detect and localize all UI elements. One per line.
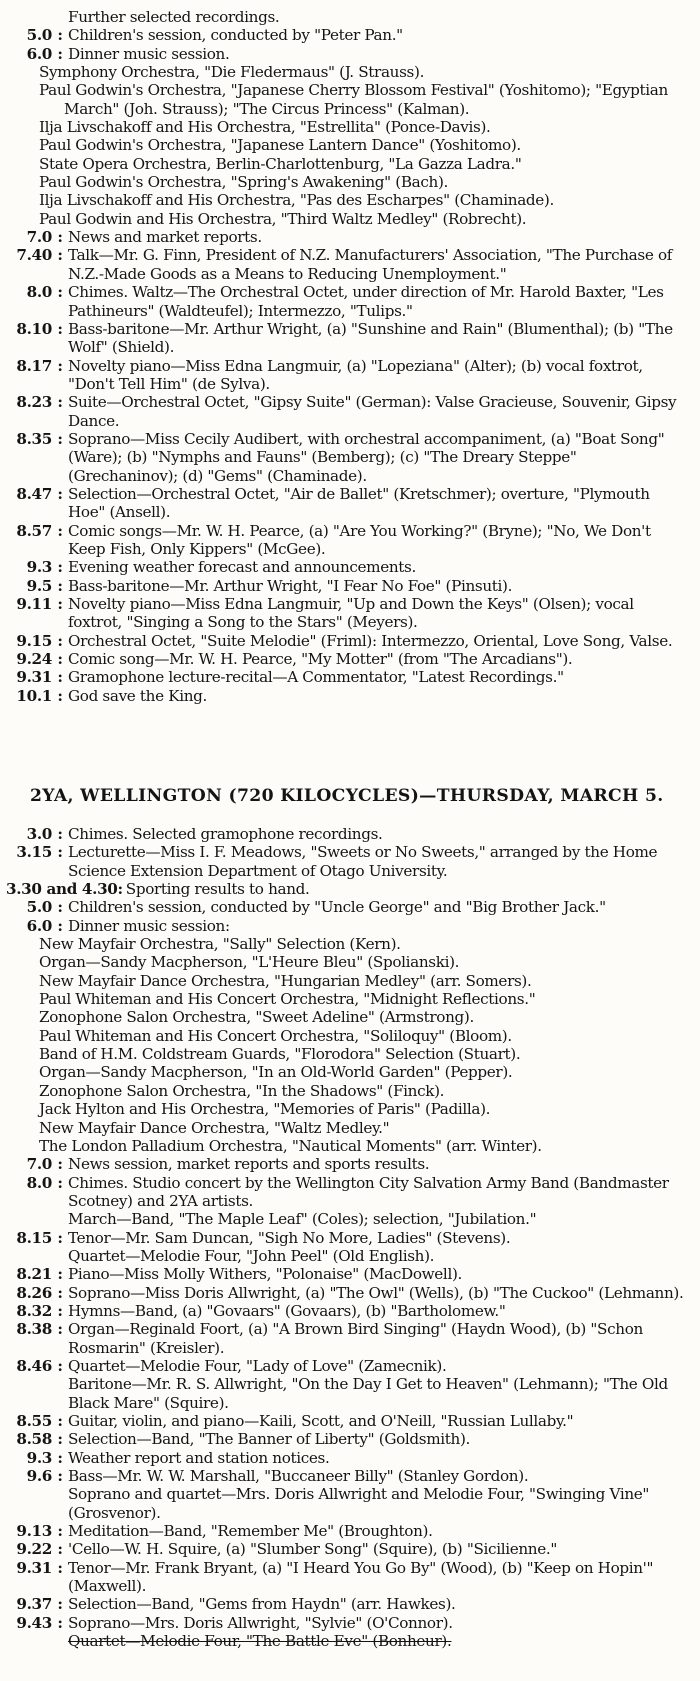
entry-time: 8.55 [16,1412,52,1430]
entry-continuation: Quartet—Melodie Four, "The Battle Eve" (Bonheur). [68,1632,452,1651]
entry-text: Guitar, violin, and piano—Kaili, Scott, and O'Neill, "Russian Lullaby." [68,1412,574,1430]
entry-time: 7.40 [16,246,52,265]
entry-time: 7.0 [26,1155,52,1174]
program-entry [6,825,686,843]
entry-text: Meditation—Band, "Remember Me" (Broughton). [68,1522,433,1541]
dinner-music-item: Paul Godwin's Orchestra, "Japanese Lantern Dance" (Yoshitomo). [39,136,521,155]
entry-text: Lecturette—Miss I. F. Meadows, "Sweets or No Sweets," arranged by the Home Science Extension Department of Otago University. [68,843,658,880]
entry-text: Selection—Orchestral Octet, "Air de Ballet" (Kretschmer); overture, "Plymouth Hoe" (Ansell). [68,484,650,522]
entry-text: Quartet—Melodie Four, "Lady of Love" (Zamecnik). [68,1356,447,1375]
dinner-music-item: Organ—Sandy Macpherson, "In an Old-World Garden" (Pepper). [39,1063,513,1082]
entry-continuation: Baritone—Mr. R. S. Allwright, "On the Day I Get to Heaven" (Lehmann); "The Old Black Mare" (Squire). [68,1375,668,1412]
program-entry [6,246,686,283]
entry-text: Organ—Reginald Foort, (a) "A Brown Bird Singing" (Haydn Wood), (b) "Schon Rosmarin" (Kreisler). [68,1320,643,1357]
time-separator: : [57,843,63,862]
time-separator: : [57,1595,63,1614]
dinner-music-item: Ilja Livschakoff and His Orchestra, "Estrellita" (Ponce-Davis). [39,118,491,137]
time-separator: : [57,1613,63,1632]
entry-text: God save the King. [68,686,208,705]
program-entry [6,522,686,559]
entry-text: Chimes. Studio concert by the Wellington City Salvation Army Band (Bandmaster Scotney) and 2YA artists. [68,1173,669,1210]
entry-time: 9.5 [26,576,52,595]
program-entry-special [6,880,686,898]
program-entry [6,1229,686,1247]
entry-time: 8.17 [16,356,52,375]
program-entry [6,577,686,595]
entry-text: Selection—Band, "Gems from Haydn" (arr. Hawkes). [68,1595,456,1614]
time-separator: : [57,558,63,577]
entry-text: Comic songs—Mr. W. H. Pearce, (a) "Are You Working?" (Bryne); "No, We Don't Keep Fish, Only Kippers" (McGee). [68,521,651,558]
dinner-music-item: Jack Hylton and His Orchestra, "Memories of Paris" (Padilla). [39,1100,491,1119]
time-separator: : [57,1155,63,1174]
entry-time: 9.3 [26,1448,52,1467]
entry-time: 9.6 [26,1467,52,1486]
entry-text: Children's session, conducted by "Peter Pan." [68,26,403,45]
entry-time: 8.47 [16,484,52,503]
dinner-music-item: State Opera Orchestra, Berlin-Charlottenburg, "La Gazza Ladra." [39,154,522,173]
entry-continuation: Quartet—Melodie Four, "John Peel" (Old English). [68,1246,435,1265]
entry-time: 5.0 [26,26,52,45]
entry-time: 8.15 [16,1228,52,1247]
entry-time: 8.46 [16,1356,52,1375]
program-entry [6,1412,686,1430]
entry-time: 9.13 [16,1522,52,1541]
entry-time: 7.0 [26,228,52,247]
entry-time: 6.0 [26,44,52,63]
entry-text: Evening weather forecast and announcements. [68,558,416,577]
program-entry [6,45,686,63]
program-entry [6,632,686,650]
time-separator: : [57,650,63,669]
time-separator: : [57,898,63,917]
program-entry [6,1449,686,1467]
entry-time: 8.57 [16,521,52,540]
program-entry [6,1467,686,1485]
entry-text: Orchestral Octet, "Suite Melodie" (Friml): Intermezzo, Oriental, Love Song, Valse. [68,631,673,650]
opening-line: Further selected recordings. [68,8,280,26]
dinner-music-item: Paul Godwin's Orchestra, "Japanese Cherry Blossom Festival" (Yoshitomo); "Egyptian March" (Joh. Strauss); "The Circus Princess" (Kalman). [39,81,668,118]
entry-time: 6.0 [26,916,52,935]
program-entry [6,1559,686,1596]
entry-time: 3.15 [16,843,52,862]
entry-time: 8.35 [16,429,52,448]
time-separator: : [57,393,63,412]
time-separator: : [57,595,63,613]
dinner-music-item: New Mayfair Dance Orchestra, "Hungarian Medley" (arr. Somers). [39,971,532,990]
entry-text: Gramophone lecture-recital—A Commentator, "Latest Recordings." [68,668,564,687]
entry-time: 9.31 [16,1558,52,1577]
entry-text: Bass-baritone—Mr. Arthur Wright, (a) "Sunshine and Rain" (Blumenthal); (b) "The Wolf" (Shield). [68,319,673,357]
program-entry [6,320,686,357]
entry-text: News and market reports. [68,228,262,247]
time-separator: : [57,1430,63,1449]
entry-time: 8.38 [16,1320,52,1339]
program-entry [6,843,686,880]
program-entry [6,393,686,430]
entry-text: Novelty piano—Miss Edna Langmuir, (a) "Lopeziana" (Alter); (b) vocal foxtrot, "Don't Tell Him" (de Sylva). [68,356,643,393]
program-entry [6,1155,686,1173]
time-separator: : [57,668,63,687]
program-entry [6,26,686,44]
entry-time: 9.15 [16,631,52,650]
entry-text: Chimes. Selected gramophone recordings. [68,825,383,843]
dinner-music-item: Paul Whiteman and His Concert Orchestra, "Soliloquy" (Bloom). [39,1026,512,1045]
dinner-music-item: Zonophone Salon Orchestra, "Sweet Adeline" (Armstrong). [39,1008,474,1027]
dinner-music-item: Zonophone Salon Orchestra, "In the Shadows" (Finck). [39,1081,445,1100]
time-separator: : [57,1320,63,1339]
time-separator: : [57,26,63,45]
time-separator: : [57,44,63,63]
entry-text: Soprano—Mrs. Doris Allwright, "Sylvie" (O'Connor). [68,1613,453,1632]
dinner-music-item: Ilja Livschakoff and His Orchestra, "Pas des Escharpes" (Chaminade). [39,191,554,210]
program-entry [6,357,686,394]
entry-time: 3.30 and 4.30: [6,880,123,899]
entry-time: 8.21 [16,1265,52,1284]
program-entry [6,1595,686,1613]
time-separator: : [57,1228,63,1247]
entry-time: 10.1 [16,686,52,705]
entry-text: Novelty piano—Miss Edna Langmuir, "Up and Down the Keys" (Olsen); vocal foxtrot, "Singing a Song to the Stars" (Meyers). [68,595,634,632]
entry-time: 9.31 [16,668,52,687]
program-entry [6,1614,686,1632]
entry-text: Sporting results to hand. [125,880,310,899]
entry-time: 9.24 [16,650,52,669]
time-separator: : [57,1540,63,1559]
program-entry [6,1522,686,1540]
entry-time: 8.10 [16,319,52,338]
entry-text: Tenor—Mr. Frank Bryant, (a) "I Heard You Go By" (Wood), (b) "Keep on Hopin'" (Maxwell). [68,1558,654,1596]
time-separator: : [57,1301,63,1320]
time-separator: : [57,429,63,448]
entry-text: Tenor—Mr. Sam Duncan, "Sigh No More, Ladies" (Stevens). [68,1228,511,1247]
time-separator: : [57,576,63,595]
entry-text: Hymns—Band, (a) "Govaars" (Govaars), (b) "Bartholomew." [68,1301,506,1320]
program-entry [6,283,686,320]
time-separator: : [57,1173,63,1192]
program-entry [6,917,686,935]
time-separator: : [57,825,63,843]
entry-continuation: March—Band, "The Maple Leaf" (Coles); selection, "Jubilation." [68,1210,537,1229]
entry-time: 8.0 [26,283,52,302]
entry-time: 8.26 [16,1283,52,1302]
program-entry [6,1320,686,1357]
time-separator: : [57,686,63,705]
time-separator: : [57,1558,63,1577]
entry-text: Children's session, conducted by "Uncle George" and "Big Brother Jack." [68,898,606,917]
dinner-music-item: Paul Godwin's Orchestra, "Spring's Awakening" (Bach). [39,173,448,192]
time-separator: : [57,1522,63,1541]
entry-text: Bass—Mr. W. W. Marshall, "Buccaneer Billy" (Stanley Gordon). [68,1467,529,1486]
program-entry [6,1540,686,1558]
entry-time: 9.3 [26,558,52,577]
entry-text: 'Cello—W. H. Squire, (a) "Slumber Song" (Squire), (b) "Sicilienne." [68,1540,557,1559]
dinner-music-item: Organ—Sandy Macpherson, "L'Heure Bleu" (Spolianski). [39,953,460,972]
entry-time: 9.37 [16,1595,52,1614]
program-entry [6,1265,686,1283]
entry-text: Selection—Band, "The Banner of Liberty" (Goldsmith). [68,1430,471,1449]
entry-time: 8.0 [26,1173,52,1192]
program-entry [6,1174,686,1211]
dinner-music-item: Paul Godwin and His Orchestra, "Third Waltz Medley" (Robrecht). [39,209,527,228]
program-entry [6,650,686,668]
program-entry [6,485,686,522]
entry-time: 9.43 [16,1613,52,1632]
entry-text: Talk—Mr. G. Finn, President of N.Z. Manufacturers' Association, "The Purchase of N.Z.-Made Goods as a Means to Reducing Unemployment." [68,246,673,283]
time-separator: : [57,484,63,503]
entry-text: Piano—Miss Molly Withers, "Polonaise" (MacDowell). [68,1265,463,1284]
time-separator: : [57,246,63,265]
time-separator: : [57,1448,63,1467]
time-separator: : [57,356,63,375]
program-entry [6,430,686,485]
program-entry [6,1302,686,1320]
time-separator: : [57,1412,63,1430]
time-separator: : [57,631,63,650]
entry-text: Dinner music session: [68,916,230,935]
program-section-1 [6,8,686,705]
time-separator: : [57,521,63,540]
time-separator: : [57,228,63,247]
time-separator: : [57,1283,63,1302]
entry-text: Suite—Orchestral Octet, "Gipsy Suite" (German): Valse Gracieuse, Souvenir, Gipsy Dance. [68,393,677,430]
entry-time: 9.11 [16,595,52,613]
time-separator: : [57,319,63,338]
program-entry [6,898,686,916]
program-entry [6,687,686,705]
entry-text: Weather report and station notices. [68,1448,330,1467]
program-entry [6,668,686,686]
entry-text: Bass-baritone—Mr. Arthur Wright, "I Fear No Foe" (Pinsuti). [68,576,513,595]
entry-time: 5.0 [26,898,52,917]
entry-time: 9.22 [16,1540,52,1559]
time-separator: : [57,916,63,935]
time-separator: : [57,283,63,302]
program-entry [6,558,686,576]
entry-time: 8.23 [16,393,52,412]
entry-continuation: Soprano and quartet—Mrs. Doris Allwright and Melodie Four, "Swinging Vine" (Grosvenor). [68,1485,650,1522]
program-section-2ya [6,825,686,1650]
program-entry [6,595,686,632]
entry-text: Comic song—Mr. W. H. Pearce, "My Motter" (from "The Arcadians"). [68,650,573,669]
dinner-music-item: Paul Whiteman and His Concert Orchestra, "Midnight Reflections." [39,990,536,1009]
program-entry [6,1430,686,1448]
dinner-music-item: Symphony Orchestra, "Die Fledermaus" (J. Strauss). [39,63,425,82]
entry-text: Dinner music session. [68,44,230,63]
dinner-music-item: The London Palladium Orchestra, "Nautical Moments" (arr. Winter). [39,1136,542,1155]
dinner-music-item: Band of H.M. Coldstream Guards, "Florodora" Selection (Stuart). [39,1045,521,1064]
program-entry [6,1284,686,1302]
entry-time: 3.0 [26,825,52,843]
dinner-music-item: New Mayfair Dance Orchestra, "Waltz Medley." [39,1118,390,1137]
station-heading: 2YA, WELLINGTON (720 KILOCYCLES)—THURSDAY, MARCH 5. [30,786,664,806]
entry-text: News session, market reports and sports results. [68,1155,430,1174]
dinner-music-item: New Mayfair Orchestra, "Sally" Selection (Kern). [39,935,401,954]
time-separator: : [57,1265,63,1284]
time-separator: : [57,1356,63,1375]
entry-time: 8.58 [16,1430,52,1449]
entry-time: 8.32 [16,1301,52,1320]
program-entry [6,1357,686,1375]
time-separator: : [57,1467,63,1486]
entry-text: Soprano—Miss Cecily Audibert, with orchestral accompaniment, (a) "Boat Song" (Ware); (b) "Nymphs and Fauns" (Bemberg); (c) "The Dreary Steppe" (Grechaninov); (d) "Gems" (Chaminade). [68,429,665,485]
entry-text: Chimes. Waltz—The Orchestral Octet, under direction of Mr. Harold Baxter, "Les Pathineurs" (Waldteufel); Intermezzo, "Tulips." [68,283,664,320]
entry-text: Soprano—Miss Doris Allwright, (a) "The Owl" (Wells), (b) "The Cuckoo" (Lehmann). [68,1283,684,1302]
program-entry [6,228,686,246]
